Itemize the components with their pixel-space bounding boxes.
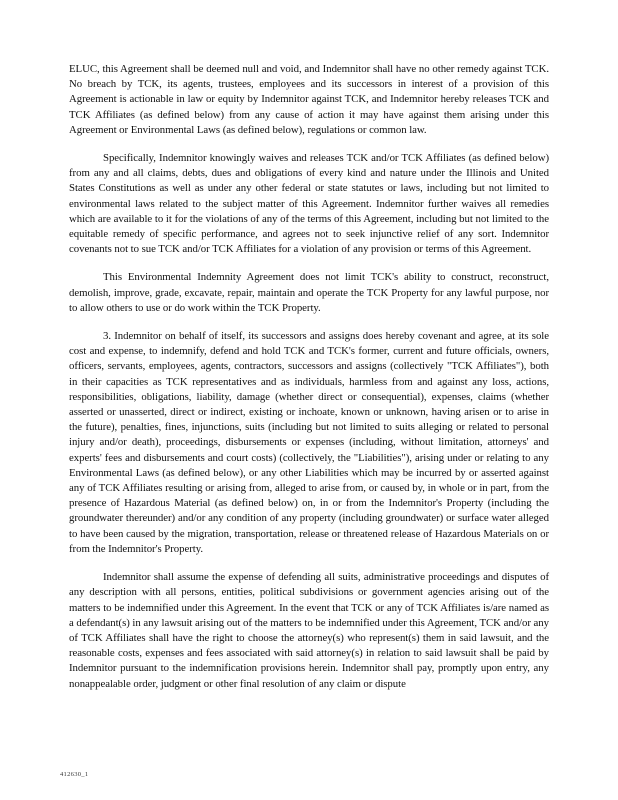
paragraph-indemnification: 3. Indemnitor on behalf of itself, its successors and assigns does hereby covenant and agree, at its sole cost and expense, to indemnify, defend and hold TCK and TCK's former, current and future officials, owners, officers, servants, employees, agents, contractors, successors and assigns (collectively "TCK Affiliates"), both in their capacities as TCK representatives and as individuals, harmless from and against any loss, actions, responsibilities, obligations, liability, damage (whether direct or consequential), expenses, claims (whether asserted or unasserted, direct or indirect, existing or inchoate, known or unknown, having arisen or to arise in the future), penalties, fines, injunctions, suits (including but not limited to suits alleging or related to personal injury and/or death), proceedings, disbursements or expenses (including, without limitation, attorneys' and experts' fees and disbursements and court costs) (collectively, the "Liabilities"), arising under or relating to any Environmental Laws (as defined below), or any other Liabilities which may be incurred by or asserted against any of TCK Affiliates resulting or arising from, alleged to arise from, or caused by, in whole or in part, from the presence of Hazardous Material (as defined below) on, in or from the Indemnitor's Property (including the groundwater thereunder) and/or any condition of any property (including groundwater) or surface water alleged to have been caused by the migration, transportation, release or threatened release of Hazardous Materials on or from the Indemnitor's Property.: [69, 330, 549, 555]
document-footer-code: 412630_1: [60, 771, 89, 778]
paragraph-defense-expenses: Indemnitor shall assume the expense of defending all suits, administrative proceedings and disputes of any description with all persons, entities, political subdivisions or government agencies arising out of the matters to be indemnified under this Agreement. In the event that TCK or any of TCK Affiliates is/are named as a defendant(s) in any lawsuit arising out of the matters to be indemnified under this Agreement, TCK and/or any of TCK Affiliates shall have the right to choose the attorney(s) who represent(s) them in said lawsuit, and the reasonable costs, expenses and fees associated with said attorney(s) in relation to said lawsuit shall be paid by Indemnitor pursuant to the indemnification provisions herein. Indemnitor shall pay, promptly upon entry, any nonappealable order, judgment or other final resolution of any claim or dispute: [69, 571, 549, 690]
document-body: [69, 62, 549, 705]
paragraph-waiver: Specifically, Indemnitor knowingly waives and releases TCK and/or TCK Affiliates (as defined below) from any and all claims, debts, dues and obligations of every kind and nature under the Illinois and United States Constitutions as well as under any other federal or state statutes or laws, including but not limited to environmental laws related to the subject matter of this Agreement. Indemnitor further waives all remedies which are available to it for the violations of any of the terms of this Agreement, including but not limited to the equitable remedy of specific performance, and agrees not to seek injunctive relief of any sort. Indemnitor covenants not to sue TCK and/or TCK Affiliates for a violation of any provision or terms of this Agreement.: [69, 152, 549, 256]
paragraph-property-rights: This Environmental Indemnity Agreement does not limit TCK's ability to construct, reconstruct, demolish, improve, grade, excavate, repair, maintain and operate the TCK Property for any lawful purpose, nor to allow others to use or do work within the TCK Property.: [69, 271, 549, 314]
paragraph-release-clause: ELUC, this Agreement shall be deemed null and void, and Indemnitor shall have no other remedy against TCK. No breach by TCK, its agents, trustees, employees and its successors in interest of a provision of this Agreement is actionable in law or equity by Indemnitor against TCK, and Indemnitor hereby releases TCK and TCK Affiliates (as defined below) from any cause of action it may have against them arising under this Agreement or Environmental Laws (as defined below), regulations or common law.: [69, 63, 549, 136]
